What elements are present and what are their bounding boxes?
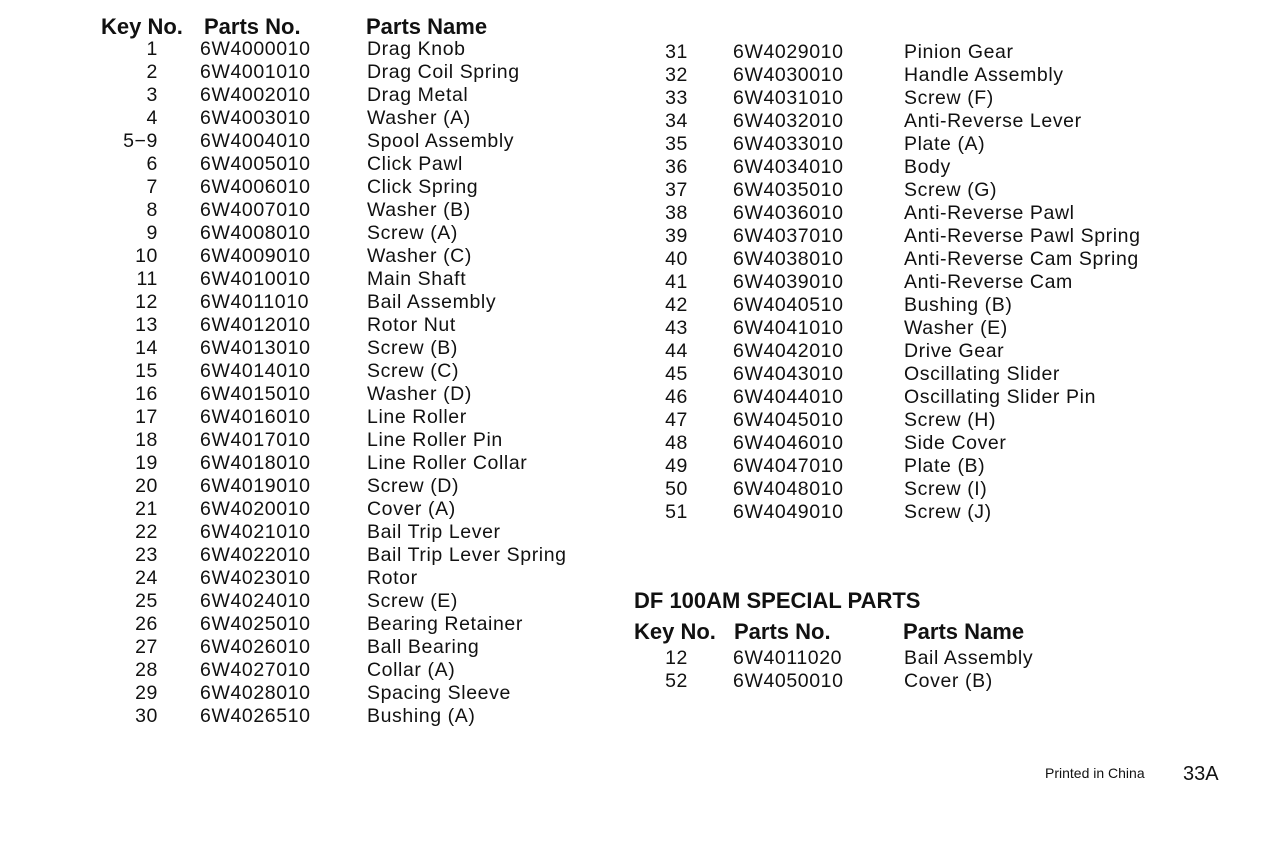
key-number: 12 <box>135 291 158 313</box>
part-name: Oscillating Slider <box>904 363 1061 385</box>
key-number: 24 <box>135 567 158 589</box>
part-number: 6W4047010 <box>733 455 844 477</box>
part-name: Cover (A) <box>367 498 456 520</box>
part-number: 6W4011010 <box>200 291 310 313</box>
key-number: 41 <box>665 271 688 293</box>
part-number: 6W4017010 <box>200 429 311 451</box>
part-name: Side Cover <box>904 432 1007 454</box>
part-name: Click Pawl <box>367 153 463 175</box>
part-name: Anti-Reverse Cam Spring <box>904 248 1139 270</box>
key-number: 26 <box>135 613 158 635</box>
part-number: 6W4042010 <box>733 340 844 362</box>
key-number: 12 <box>665 647 688 669</box>
part-name: Handle Assembly <box>904 64 1064 86</box>
key-number: 52 <box>665 670 688 692</box>
part-number: 6W4026010 <box>200 636 311 658</box>
key-number: 17 <box>135 406 158 428</box>
special-header-key-no: Key No. <box>634 619 716 644</box>
part-name: Cover (B) <box>904 670 993 692</box>
part-name: Screw (D) <box>367 475 460 497</box>
part-number: 6W4032010 <box>733 110 844 132</box>
key-number: 36 <box>665 156 688 178</box>
key-number: 13 <box>135 314 158 336</box>
key-number: 25 <box>135 590 158 612</box>
part-name: Bearing Retainer <box>367 613 523 635</box>
key-number: 2 <box>146 61 158 83</box>
part-number: 6W4038010 <box>733 248 844 270</box>
part-name: Bushing (A) <box>367 705 476 727</box>
part-name: Screw (J) <box>904 501 992 523</box>
part-name: Plate (B) <box>904 455 986 477</box>
part-name: Ball Bearing <box>367 636 480 658</box>
part-name: Screw (A) <box>367 222 458 244</box>
part-name: Screw (I) <box>904 478 988 500</box>
part-number: 6W4040510 <box>733 294 844 316</box>
key-number: 19 <box>135 452 158 474</box>
special-header-parts-name: Parts Name <box>903 619 1025 644</box>
part-name: Rotor Nut <box>367 314 456 336</box>
part-name: Washer (E) <box>904 317 1008 339</box>
part-number: 6W4025010 <box>200 613 311 635</box>
key-number: 46 <box>665 386 688 408</box>
part-name: Drag Coil Spring <box>367 61 520 83</box>
key-number: 50 <box>665 478 688 500</box>
part-number: 6W4043010 <box>733 363 844 385</box>
key-number: 49 <box>665 455 688 477</box>
key-number: 27 <box>135 636 158 658</box>
part-number: 6W4006010 <box>200 176 311 198</box>
part-number: 6W4046010 <box>733 432 844 454</box>
key-number: 9 <box>146 222 158 244</box>
key-number: 23 <box>135 544 158 566</box>
key-number: 34 <box>665 110 688 132</box>
part-name: Collar (A) <box>367 659 456 681</box>
part-number: 6W4005010 <box>200 153 311 175</box>
part-name: Bushing (B) <box>904 294 1013 316</box>
part-name: Click Spring <box>367 176 479 198</box>
part-number: 6W4022010 <box>200 544 311 566</box>
page-number: 33A <box>1183 763 1219 785</box>
key-number: 14 <box>135 337 158 359</box>
key-number: 35 <box>665 133 688 155</box>
part-number: 6W4007010 <box>200 199 311 221</box>
key-number: 20 <box>135 475 158 497</box>
part-name: Line Roller Collar <box>367 452 528 474</box>
part-name: Anti-Reverse Cam <box>904 271 1073 293</box>
part-name: Screw (F) <box>904 87 994 109</box>
part-number: 6W4018010 <box>200 452 311 474</box>
part-number: 6W4019010 <box>200 475 311 497</box>
key-number: 51 <box>665 501 688 523</box>
key-number: 15 <box>135 360 158 382</box>
header-key-no: Key No. <box>101 14 183 39</box>
key-number: 48 <box>665 432 688 454</box>
part-number: 6W4034010 <box>733 156 844 178</box>
key-number: 31 <box>665 41 688 63</box>
part-name: Main Shaft <box>367 268 467 290</box>
special-header-parts-no: Parts No. <box>734 619 831 644</box>
part-number: 6W4013010 <box>200 337 311 359</box>
key-number: 33 <box>665 87 688 109</box>
key-number: 43 <box>665 317 688 339</box>
part-number: 6W4035010 <box>733 179 844 201</box>
key-number: 38 <box>665 202 688 224</box>
part-number: 6W4021010 <box>200 521 311 543</box>
key-number: 5−9 <box>123 130 158 152</box>
part-name: Anti-Reverse Pawl Spring <box>904 225 1141 247</box>
key-number: 10 <box>135 245 158 267</box>
part-number: 6W4010010 <box>200 268 311 290</box>
part-name: Oscillating Slider Pin <box>904 386 1097 408</box>
part-number: 6W4012010 <box>200 314 311 336</box>
part-number: 6W4020010 <box>200 498 311 520</box>
key-number: 11 <box>136 268 158 290</box>
part-name: Screw (E) <box>367 590 458 612</box>
part-number: 6W4031010 <box>733 87 844 109</box>
part-number: 6W4008010 <box>200 222 311 244</box>
part-number: 6W4049010 <box>733 501 844 523</box>
part-number: 6W4024010 <box>200 590 311 612</box>
part-number: 6W4028010 <box>200 682 311 704</box>
part-number: 6W4048010 <box>733 478 844 500</box>
part-number: 6W4041010 <box>733 317 844 339</box>
part-number: 6W4027010 <box>200 659 311 681</box>
key-number: 21 <box>135 498 158 520</box>
part-name: Line Roller <box>367 406 467 428</box>
key-number: 47 <box>665 409 688 431</box>
part-name: Anti-Reverse Pawl <box>904 202 1075 224</box>
part-name: Screw (G) <box>904 179 998 201</box>
key-number: 8 <box>146 199 158 221</box>
part-number: 6W4016010 <box>200 406 311 428</box>
key-number: 32 <box>665 64 688 86</box>
part-name: Washer (B) <box>367 199 471 221</box>
part-name: Bail Trip Lever <box>367 521 501 543</box>
part-number: 6W4033010 <box>733 133 844 155</box>
part-name: Line Roller Pin <box>367 429 503 451</box>
part-name: Screw (H) <box>904 409 997 431</box>
printed-in-note: Printed in China <box>1045 765 1145 781</box>
part-name: Washer (C) <box>367 245 472 267</box>
part-number: 6W4045010 <box>733 409 844 431</box>
part-number: 6W4003010 <box>200 107 311 129</box>
part-number: 6W4037010 <box>733 225 844 247</box>
part-name: Rotor <box>367 567 418 589</box>
key-number: 42 <box>665 294 688 316</box>
key-number: 37 <box>665 179 688 201</box>
part-number: 6W4001010 <box>200 61 311 83</box>
part-name: Drag Metal <box>367 84 469 106</box>
key-number: 1 <box>146 38 158 60</box>
part-number: 6W4002010 <box>200 84 311 106</box>
part-number: 6W4015010 <box>200 383 311 405</box>
part-number: 6W4030010 <box>733 64 844 86</box>
part-name: Drive Gear <box>904 340 1005 362</box>
part-name: Anti-Reverse Lever <box>904 110 1082 132</box>
key-number: 7 <box>146 176 158 198</box>
special-parts-title: DF 100AM SPECIAL PARTS <box>634 588 921 613</box>
part-name: Washer (D) <box>367 383 472 405</box>
part-name: Spool Assembly <box>367 130 515 152</box>
part-name: Body <box>904 156 951 178</box>
key-number: 4 <box>146 107 158 129</box>
key-number: 18 <box>135 429 158 451</box>
part-name: Drag Knob <box>367 38 466 60</box>
part-name: Screw (B) <box>367 337 458 359</box>
key-number: 39 <box>665 225 688 247</box>
key-number: 44 <box>665 340 688 362</box>
part-number: 6W4023010 <box>200 567 311 589</box>
part-name: Screw (C) <box>367 360 460 382</box>
part-number: 6W4044010 <box>733 386 844 408</box>
key-number: 3 <box>146 84 158 106</box>
part-number: 6W4014010 <box>200 360 311 382</box>
part-number: 6W4036010 <box>733 202 844 224</box>
part-name: Plate (A) <box>904 133 986 155</box>
part-name: Pinion Gear <box>904 41 1014 63</box>
part-number: 6W4039010 <box>733 271 844 293</box>
part-number: 6W4009010 <box>200 245 311 267</box>
header-parts-name: Parts Name <box>366 14 488 39</box>
key-number: 29 <box>135 682 158 704</box>
key-number: 28 <box>135 659 158 681</box>
part-number: 6W4050010 <box>733 670 844 692</box>
part-number: 6W4029010 <box>733 41 844 63</box>
key-number: 30 <box>135 705 158 727</box>
part-name: Spacing Sleeve <box>367 682 511 704</box>
key-number: 40 <box>665 248 688 270</box>
part-name: Bail Assembly <box>904 647 1034 669</box>
part-number: 6W4026510 <box>200 705 311 727</box>
key-number: 22 <box>135 521 158 543</box>
part-number: 6W4000010 <box>200 38 311 60</box>
key-number: 6 <box>146 153 158 175</box>
key-number: 16 <box>135 383 158 405</box>
part-name: Bail Trip Lever Spring <box>367 544 567 566</box>
part-number: 6W4011020 <box>733 647 843 669</box>
part-number: 6W4004010 <box>200 130 311 152</box>
part-name: Washer (A) <box>367 107 471 129</box>
part-name: Bail Assembly <box>367 291 497 313</box>
header-parts-no: Parts No. <box>204 14 301 39</box>
key-number: 45 <box>665 363 688 385</box>
